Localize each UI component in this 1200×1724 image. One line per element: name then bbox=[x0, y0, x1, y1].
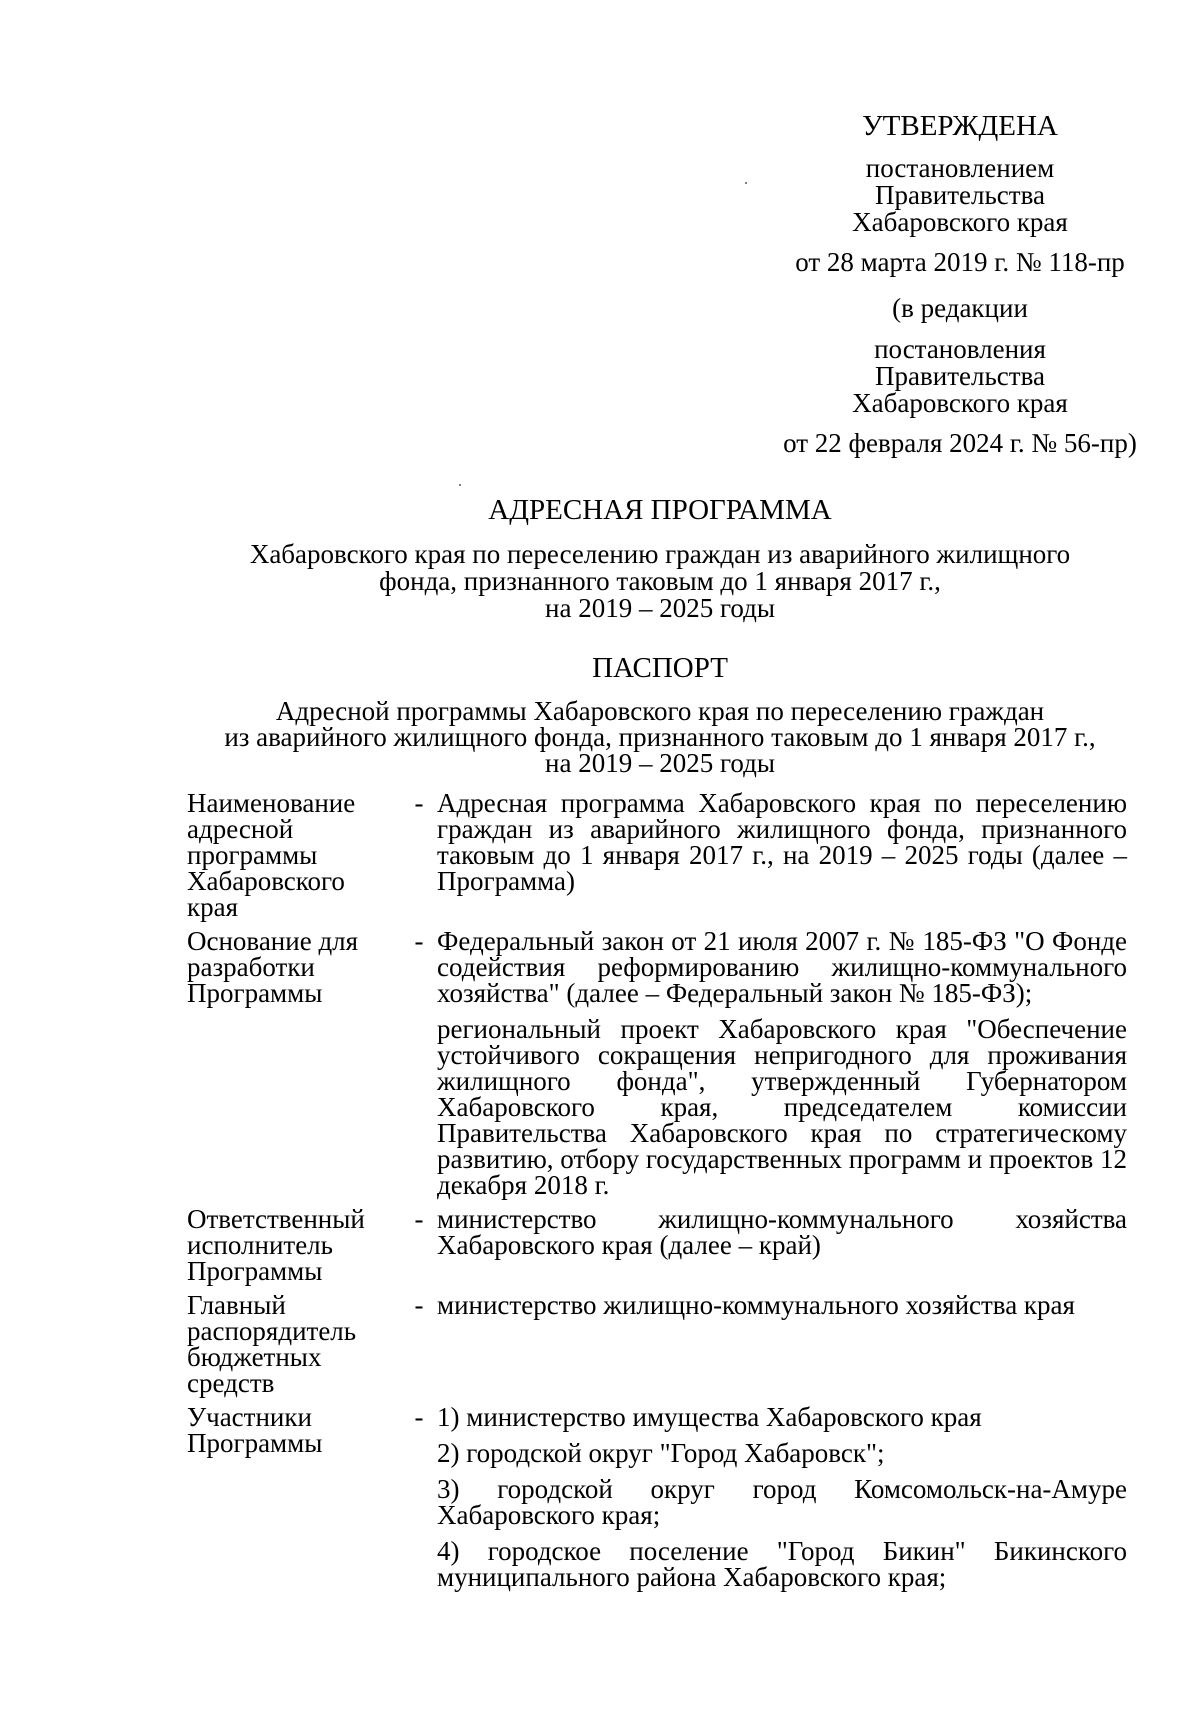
program-title-line: Хабаровского края по переселению граждан из аварийного жилищного bbox=[249, 539, 1071, 569]
row-dash: - bbox=[414, 926, 424, 956]
row-dash: - bbox=[414, 1402, 424, 1432]
row-value bbox=[437, 1404, 1127, 1598]
approval-line: постановлением bbox=[865, 153, 1055, 183]
passport-heading: ПАСПОРТ bbox=[592, 652, 728, 684]
passport-subtitle-line: на 2019 – 2025 годы bbox=[545, 748, 775, 778]
edition-date-line: от 22 февраля 2024 г. № 56-пр) bbox=[783, 428, 1137, 458]
row-value bbox=[437, 1206, 1127, 1292]
program-title-heading: АДРЕСНАЯ ПРОГРАММА bbox=[488, 494, 832, 526]
row-label: Основание для разработки Программы bbox=[187, 926, 359, 1008]
passport-row-basis bbox=[187, 928, 1127, 1206]
row-dash: - bbox=[414, 1204, 424, 1234]
passport-title-block bbox=[100, 652, 1200, 778]
approval-line: Правительства bbox=[875, 180, 1045, 210]
row-label: Участники Программы bbox=[187, 1402, 323, 1458]
passport-row-participants bbox=[187, 1404, 1127, 1598]
row-value bbox=[437, 1292, 1127, 1404]
row-value bbox=[437, 790, 1127, 928]
row-label: Наименование адресной программы Хабаровского края bbox=[187, 788, 356, 922]
scan-speck bbox=[459, 484, 461, 486]
row-value-paragraph: 4) городское поселение "Город Бикин" Бикинского муниципального района Хабаровского края; bbox=[437, 1536, 1127, 1592]
passport-row-name bbox=[187, 790, 1127, 928]
row-value-paragraph: Федеральный закон от 21 июля 2007 г. № 185-ФЗ "О Фонде содействия реформированию жилищно-коммунального хозяйства" (далее – Федеральный закон № 185-ФЗ); bbox=[437, 926, 1127, 1008]
row-value bbox=[437, 928, 1127, 1206]
passport-subtitle-line: из аварийного жилищного фонда, признанного таковым до 1 января 2017 г., bbox=[224, 722, 1096, 752]
edition-line: Хабаровского края bbox=[852, 388, 1068, 418]
program-title-line: фонда, признанного таковым до 1 января 2017 г., bbox=[379, 566, 941, 596]
approval-date-line: от 28 марта 2019 г. № 118-пр bbox=[795, 247, 1125, 277]
edition-line: Правительства bbox=[875, 361, 1045, 391]
row-label: Главный распорядитель бюджетных средств bbox=[187, 1290, 357, 1398]
row-value-paragraph: Адресная программа Хабаровского края по переселению граждан из аварийного жилищного фонда, признанного таковым до 1 января 2017 г., на 2019 – 2025 годы (далее – Программа) bbox=[437, 788, 1127, 896]
row-value-paragraph: региональный проект Хабаровского края "Обеспечение устойчивого сокращения непригодного для проживания жилищного фонда", утвержденный Губернатором Хабаровского края, председателем комиссии Правительства Хабаровского края по стратегическому развитию, отбору государственных программ и проектов 12 декабря 2018 г. bbox=[437, 1014, 1127, 1200]
row-value-paragraph: 2) городской округ "Город Хабаровск"; bbox=[437, 1438, 885, 1468]
program-title-block bbox=[100, 494, 1200, 623]
row-value-paragraph: 1) министерство имущества Хабаровского края bbox=[437, 1402, 982, 1432]
row-dash: - bbox=[414, 788, 424, 818]
approval-heading: УТВЕРЖДЕНА bbox=[862, 110, 1058, 142]
passport-table bbox=[187, 790, 1127, 1598]
row-label: Ответственный исполнитель Программы bbox=[187, 1204, 365, 1286]
row-value-paragraph: 3) городской округ город Комсомольск-на-Амуре Хабаровского края; bbox=[437, 1474, 1127, 1530]
row-value-paragraph: министерство жилищно-коммунального хозяйства Хабаровского края (далее – край) bbox=[437, 1204, 1127, 1260]
approval-stamp-block bbox=[700, 110, 1200, 458]
row-dash: - bbox=[414, 1290, 424, 1320]
edition-line: постановления bbox=[874, 334, 1046, 364]
edition-line: (в редакции bbox=[892, 293, 1028, 323]
approval-line: Хабаровского края bbox=[852, 207, 1068, 237]
row-value-paragraph: министерство жилищно-коммунального хозяйства края bbox=[437, 1290, 1075, 1320]
program-title-line: на 2019 – 2025 годы bbox=[545, 593, 775, 623]
passport-row-budget-manager bbox=[187, 1292, 1127, 1404]
passport-subtitle-line: Адресной программы Хабаровского края по переселению граждан bbox=[275, 696, 1045, 726]
passport-row-executor bbox=[187, 1206, 1127, 1292]
